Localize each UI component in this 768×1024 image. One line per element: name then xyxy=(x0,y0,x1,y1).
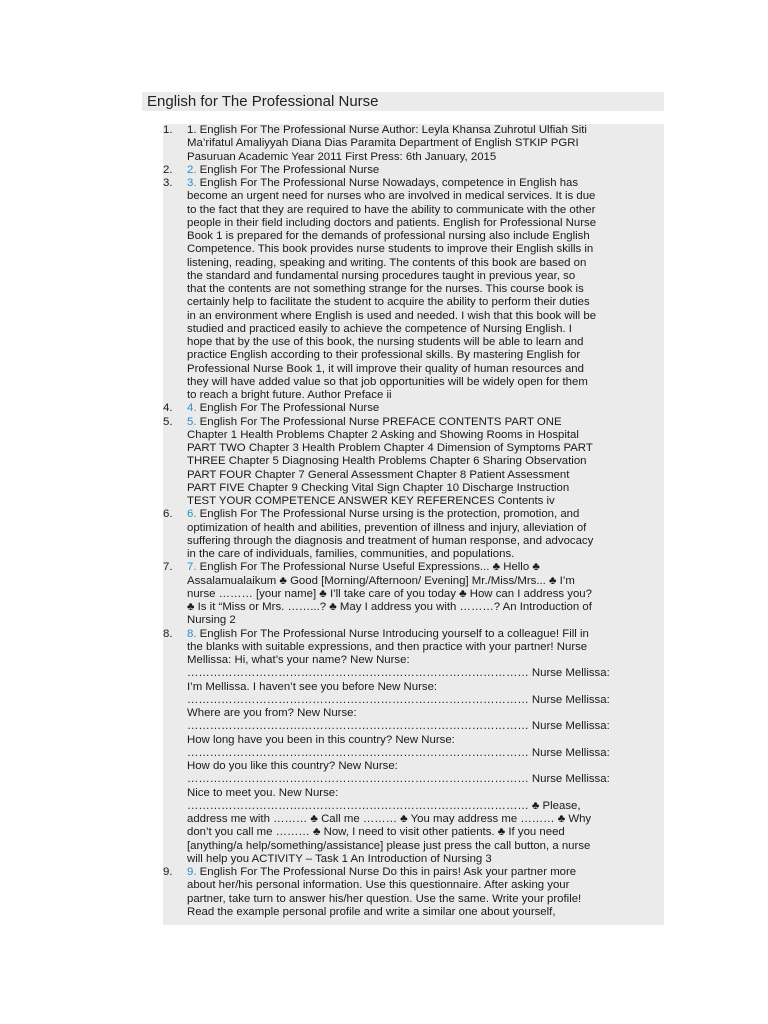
list-item-body xyxy=(187,561,664,627)
list-item-number: 4. xyxy=(163,402,173,415)
page-link[interactable]: 8. xyxy=(187,627,197,640)
page-link[interactable]: 6. xyxy=(187,508,197,521)
list-item xyxy=(163,402,664,415)
list-item-number: 6. xyxy=(163,508,173,521)
list-item xyxy=(163,177,664,402)
list-item xyxy=(163,628,664,867)
list-item-number: 9. xyxy=(163,866,173,878)
page-link[interactable]: 5. xyxy=(187,415,197,428)
list-item-text: English For The Professional Nurse xyxy=(196,402,380,415)
list-item-text: English For The Professional Nurse PREFACE CONTENTS PART ONE Chapter 1 Health Problems Chapter 2 Asking and Showing Rooms in Hospital PART TWO Chapter 3 Health Problem Chapter 4 Dimension of Symptoms PART THREE Chapter 5 Diagnosing Health Problems Chapter 6 Sharing Observation PART FOUR Chapter 7 General Assessment Chapter 8 Patient Assessment PART FIVE Chapter 9 Checking Vital Sign Chapter 10 Discharge Instruction TEST YOUR COMPETENCE ANSWER KEY REFERENCES Contents iv xyxy=(187,415,593,507)
list-item-text: English For The Professional Nurse xyxy=(196,163,380,176)
page-link[interactable]: 2. xyxy=(187,163,197,176)
list-item-number: 5. xyxy=(163,415,173,428)
list-item-number: 3. xyxy=(163,177,173,189)
list-item-text: English For The Professional Nurse Introducing yourself to a colleague! Fill in the blanks with suitable expressions, and then practice with your partner! Nurse Mellissa: Hi, what’s your name? New Nurse: ……………………………………………………………………………… Nurse Mellissa: I’m Mellissa. I haven’t see you before New Nurse: ……………………………………………………………………………… Nurse Mellissa: Where are you from? New Nurse: ……………………………………………………………………………… Nurse Mellissa: How long have you been in this country? New Nurse: ……………………………………………………………………………… Nurse Mellissa: How do you like this country? New Nurse: ……………………………………………………………………………… Nurse Mellissa: Nice to meet you. New Nurse: ……………………………………………………………………………… ♣ Please, address me with ……… ♣ Call me ……… ♣ You may address me ……… ♣ Why don’t you call me ……… ♣ Now, I need to visit other patients. ♣ If you need [anything/a help/something/assistance] please just press the call button, a nurse will help you ACTIVITY – Task 1 An Introduction of Nursing 3 xyxy=(187,627,610,865)
list-item xyxy=(163,124,664,164)
page-link[interactable]: 7. xyxy=(187,561,197,574)
list-item xyxy=(163,866,664,919)
list-item-number: 1. xyxy=(163,124,173,136)
document-text-panel xyxy=(163,124,664,925)
page-link[interactable]: 9. xyxy=(187,866,197,878)
page-link[interactable]: 3. xyxy=(187,177,197,189)
list-item-body xyxy=(187,402,664,415)
page-title: English for The Professional Nurse xyxy=(142,92,664,111)
list-item-text: English For The Professional Nurse Nowadays, competence in English has become an urgent need for nurses who are involved in medical services. It is due to the fact that they are required to have the ability to communicate with the other people in their field including doctors and patients. English for Professional Nurse Book 1 is prepared for the demands of professional nursing also include English Competence. This book provides nurse students to improve their English skills in listening, reading, speaking and writing. The contents of this book are based on the standard and fundamental nursing procedures taught in previous year, so that the contents are not something strange for the nurses. This course book is certainly help to facilitate the student to acquire the ability to perform their duties in an environment where English is used and needed. I wish that this book will be studied and practiced easily to achieve the competence of Nursing English. I hope that by the use of this book, the nursing students will be able to learn and practice English according to their professional skills. By mastering English for Professional Nurse Book 1, it will improve their quality of human resources and they will have added value so that job opportunities will be widely open for them to reach a bright future. Author Preface ii xyxy=(187,177,597,401)
list-item-text: English For The Professional Nurse ursing is the protection, promotion, and optimization of health and abilities, prevention of illness and injury, alleviation of suffering through the diagnosis and treatment of human response, and advocacy in the care of individuals, families, communities, and populations. xyxy=(187,508,594,560)
page-link[interactable]: 4. xyxy=(187,402,197,415)
numbered-list xyxy=(163,124,664,919)
list-item-number: 7. xyxy=(163,561,173,574)
list-item-body xyxy=(187,508,664,561)
list-item-body xyxy=(187,866,664,919)
list-item-body xyxy=(187,164,664,177)
list-item-text: 1. English For The Professional Nurse Author: Leyla Khansa Zuhrotul Ulfiah Siti Ma’rifatul Amaliyyah Diana Dias Paramita Department of English STKIP PGRI Pasuruan Academic Year 2011 First Press: 6th January, 2015 xyxy=(187,124,587,163)
list-item-text: English For The Professional Nurse Useful Expressions... ♣ Hello ♣ Assalamualaikum ♣ Good [Morning/Afternoon/ Evening] Mr./Miss/Mrs... ♣ I’m nurse ……… [your name] ♣ I’ll take care of you today ♣ How can I address you? ♣ Is it “Miss or Mrs. ……...? ♣ May I address you with ………? An Introduction of Nursing 2 xyxy=(187,561,592,627)
list-item-number: 2. xyxy=(163,163,173,176)
list-item xyxy=(163,164,664,177)
list-item xyxy=(163,508,664,561)
list-item-body xyxy=(187,124,664,164)
list-item-body xyxy=(187,177,664,402)
list-item-number: 8. xyxy=(163,627,173,640)
list-item xyxy=(163,561,664,627)
list-item xyxy=(163,416,664,509)
list-item-body xyxy=(187,628,664,867)
list-item-body xyxy=(187,416,664,509)
list-item-text: English For The Professional Nurse Do this in pairs! Ask your partner more about her/his personal information. Use this questionnaire. After asking your partner, take turn to answer his/her question. Use the same. Write your profile! Read the example personal profile and write a similar one about yourself, xyxy=(187,866,582,918)
